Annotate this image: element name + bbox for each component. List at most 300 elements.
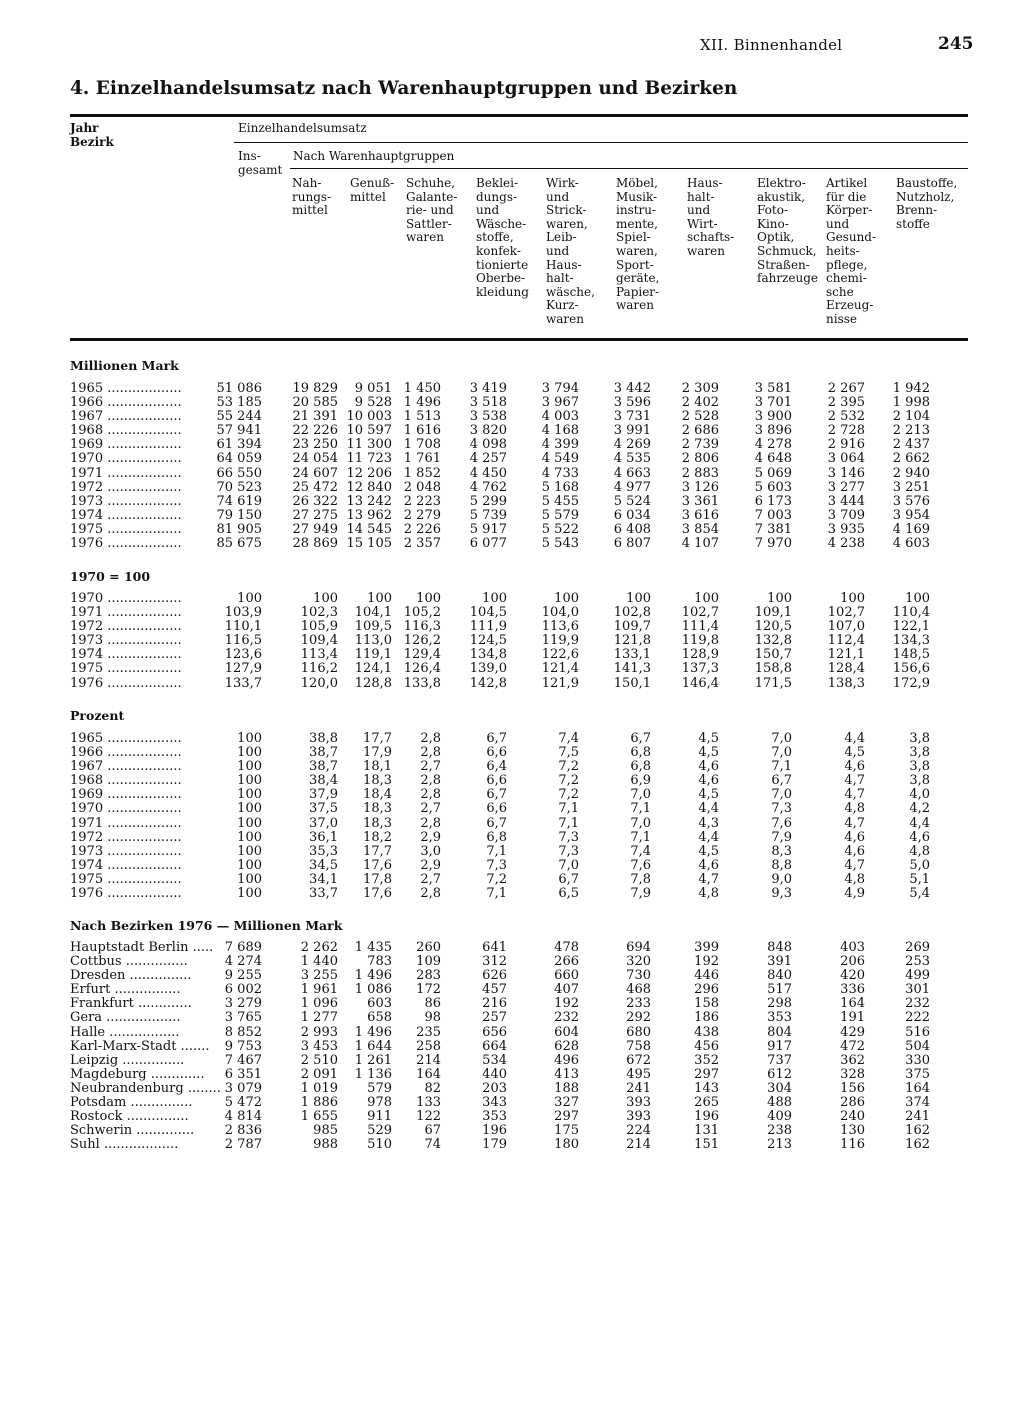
table-row	[0, 677, 1024, 691]
row-label: 1973 ..................	[70, 844, 182, 859]
table-cell: 6,8	[630, 745, 651, 761]
table-cell: 100	[482, 591, 507, 606]
table-cell: 1 616	[403, 423, 441, 439]
table-cell: 2 104	[892, 409, 930, 425]
table-cell: 9,0	[771, 871, 792, 887]
table-row	[0, 1110, 1024, 1124]
table-cell: 393	[626, 1109, 651, 1125]
table-cell: 4 098	[469, 437, 507, 453]
table-cell: 116	[840, 1137, 865, 1153]
table-cell: 5 524	[613, 493, 651, 509]
table-cell: 286	[840, 1095, 865, 1111]
table-cell: 1 496	[403, 395, 441, 411]
table-row	[0, 859, 1024, 873]
table-cell: 4 762	[469, 479, 507, 495]
table-cell: 1 440	[300, 954, 338, 970]
table-cell: 429	[840, 1024, 865, 1040]
table-cell: 57 941	[216, 423, 262, 439]
table-cell: 664	[482, 1038, 507, 1054]
table-cell: 2 532	[827, 409, 865, 425]
table-cell: 5 917	[469, 521, 507, 537]
table-cell: 301	[905, 982, 930, 998]
table-cell: 3 279	[224, 996, 262, 1012]
table-cell: 2,8	[420, 815, 441, 831]
table-cell: 407	[554, 982, 579, 998]
table-cell: 353	[482, 1109, 507, 1125]
table-cell: 6,7	[558, 871, 579, 887]
table-cell: 7,1	[558, 801, 579, 817]
table-cell: 1 496	[354, 968, 392, 984]
table-row	[0, 1096, 1024, 1110]
table-cell: 38,7	[309, 759, 338, 775]
row-label: 1967 ..................	[70, 410, 182, 425]
table-cell: 172,9	[892, 675, 930, 691]
table-cell: 12 840	[346, 479, 392, 495]
table-cell: 4,6	[844, 829, 865, 845]
table-cell: 3 277	[827, 479, 865, 495]
table-cell: 413	[554, 1066, 579, 1082]
table-cell: 529	[367, 1123, 392, 1139]
table-cell: 2 395	[827, 395, 865, 411]
table-cell: 1 644	[354, 1038, 392, 1054]
table-cell: 196	[482, 1123, 507, 1139]
table-cell: 3,8	[909, 745, 930, 761]
table-cell: 100	[694, 591, 719, 606]
table-row	[0, 481, 1024, 495]
table-cell: 5 069	[754, 465, 792, 481]
table-cell: 213	[767, 1137, 792, 1153]
table-cell: 2 437	[892, 437, 930, 453]
table-cell: 4 278	[754, 437, 792, 453]
table-cell: 409	[767, 1109, 792, 1125]
table-cell: 4 399	[541, 437, 579, 453]
table-cell: 3 709	[827, 507, 865, 523]
table-cell: 164	[905, 1080, 930, 1096]
table-cell: 23 250	[292, 437, 338, 453]
table-cell: 156,6	[892, 661, 930, 677]
column-header-genussmittel: Genuß- mittel	[350, 176, 395, 204]
table-row	[0, 887, 1024, 901]
row-label: 1974 ..................	[70, 508, 182, 523]
table-cell: 4,4	[698, 801, 719, 817]
table-cell: 6,5	[558, 886, 579, 902]
row-label: 1969 ..................	[70, 438, 182, 453]
table-cell: 2,7	[420, 759, 441, 775]
table-cell: 985	[313, 1123, 338, 1139]
rows-index	[0, 592, 1024, 691]
table-cell: 17,7	[363, 731, 392, 746]
table-cell: 85 675	[216, 536, 262, 552]
table-row	[0, 523, 1024, 537]
table-cell: 162	[905, 1137, 930, 1153]
row-label: Rostock ...............	[70, 1110, 189, 1125]
table-cell: 3 991	[613, 423, 651, 439]
table-cell: 37,0	[309, 815, 338, 831]
table-row	[0, 817, 1024, 831]
table-cell: 22 226	[292, 423, 338, 439]
table-cell: 238	[767, 1123, 792, 1139]
table-cell: 628	[554, 1038, 579, 1054]
table-cell: 399	[694, 940, 719, 955]
table-cell: 3 935	[827, 521, 865, 537]
table-cell: 126,4	[403, 661, 441, 677]
row-label: Neubrandenburg ........	[70, 1081, 221, 1096]
column-header-koerperpflege: Artikel für die Körper- und Gesund- heits- pflege, chemi- sche Erzeug- nisse	[826, 176, 877, 326]
table-cell: 18,1	[363, 759, 392, 775]
table-cell: 158,8	[754, 661, 792, 677]
table-cell: 9,3	[771, 886, 792, 902]
table-cell: 7,1	[486, 843, 507, 859]
table-cell: 6,8	[486, 829, 507, 845]
table-cell: 3,8	[909, 731, 930, 746]
table-cell: 232	[554, 1010, 579, 1026]
table-cell: 104,1	[354, 605, 392, 621]
table-cell: 2 357	[403, 536, 441, 552]
row-label: Potsdam ...............	[70, 1096, 193, 1111]
table-cell: 171,5	[754, 675, 792, 691]
table-cell: 603	[367, 996, 392, 1012]
table-cell: 517	[767, 982, 792, 998]
table-cell: 304	[767, 1080, 792, 1096]
table-cell: 100	[237, 857, 262, 873]
table-cell: 79 150	[216, 507, 262, 523]
table-cell: 6 077	[469, 536, 507, 552]
table-cell: 804	[767, 1024, 792, 1040]
table-cell: 353	[767, 1010, 792, 1026]
table-cell: 5 603	[754, 479, 792, 495]
table-cell: 141,3	[613, 661, 651, 677]
table-cell: 391	[767, 954, 792, 970]
table-cell: 240	[840, 1109, 865, 1125]
table-cell: 2,8	[420, 787, 441, 803]
section-title-bezirke: Nach Bezirken 1976 — Millionen Mark	[70, 918, 343, 933]
table-cell: 4,8	[844, 871, 865, 887]
table-cell: 196	[694, 1109, 719, 1125]
table-row	[0, 1124, 1024, 1138]
table-cell: 7,8	[630, 871, 651, 887]
row-label: Hauptstadt Berlin .....	[70, 941, 214, 955]
table-cell: 34,1	[309, 871, 338, 887]
table-cell: 7 381	[754, 521, 792, 537]
table-row	[0, 845, 1024, 859]
table-cell: 7 970	[754, 536, 792, 552]
row-label: Schwerin ..............	[70, 1124, 195, 1139]
table-row	[0, 620, 1024, 634]
table-cell: 266	[554, 954, 579, 970]
table-cell: 6,6	[486, 745, 507, 761]
table-cell: 3 251	[892, 479, 930, 495]
table-cell: 2 213	[892, 423, 930, 439]
table-row	[0, 537, 1024, 551]
group-header: Einzelhandelsumsatz	[238, 121, 367, 135]
table-cell: 283	[416, 968, 441, 984]
table-cell: 456	[694, 1038, 719, 1054]
table-cell: 3 146	[827, 465, 865, 481]
table-cell: 499	[905, 968, 930, 984]
table-cell: 35,3	[309, 843, 338, 859]
table-cell: 3,8	[909, 759, 930, 775]
table-cell: 312	[482, 954, 507, 970]
table-cell: 128,8	[354, 675, 392, 691]
table-cell: 257	[482, 1010, 507, 1026]
row-label: 1976 ..................	[70, 887, 182, 902]
table-cell: 100	[840, 591, 865, 606]
table-cell: 74 619	[216, 493, 262, 509]
table-cell: 4,4	[909, 815, 930, 831]
table-cell: 260	[416, 940, 441, 955]
table-cell: 3 854	[681, 521, 719, 537]
table-cell: 17,7	[363, 843, 392, 859]
table-row	[0, 997, 1024, 1011]
table-cell: 4,5	[698, 787, 719, 803]
table-cell: 27 275	[292, 507, 338, 523]
column-header-haushaltwaren: Haus- halt- und Wirt- schafts- waren	[687, 176, 735, 258]
table-cell: 4 663	[613, 465, 651, 481]
table-cell: 109,1	[754, 605, 792, 621]
table-cell: 7,1	[486, 886, 507, 902]
table-cell: 100	[237, 787, 262, 803]
table-row	[0, 1082, 1024, 1096]
table-cell: 658	[367, 1010, 392, 1026]
table-row	[0, 732, 1024, 746]
table-cell: 3 967	[541, 395, 579, 411]
table-row	[0, 1026, 1024, 1040]
table-cell: 2,9	[420, 857, 441, 873]
table-cell: 123,6	[224, 647, 262, 663]
table-cell: 534	[482, 1052, 507, 1068]
table-cell: 4,4	[698, 829, 719, 845]
table-cell: 81 905	[216, 521, 262, 537]
table-cell: 3 064	[827, 451, 865, 467]
table-cell: 4,7	[844, 857, 865, 873]
table-cell: 10 003	[346, 409, 392, 425]
table-cell: 7 689	[224, 940, 262, 955]
table-cell: 352	[694, 1052, 719, 1068]
rows-millionen-mark	[0, 382, 1024, 551]
table-cell: 51 086	[216, 381, 262, 396]
table-cell: 4,7	[844, 787, 865, 803]
table-cell: 7,9	[771, 829, 792, 845]
table-cell: 488	[767, 1095, 792, 1111]
table-cell: 730	[626, 968, 651, 984]
row-label: 1965 ..................	[70, 732, 182, 746]
column-header-baustoffe: Baustoffe, Nutzholz, Brenn- stoffe	[896, 176, 958, 231]
table-cell: 4 003	[541, 409, 579, 425]
table-cell: 100	[313, 591, 338, 606]
table-cell: 258	[416, 1038, 441, 1054]
table-cell: 7 003	[754, 507, 792, 523]
table-cell: 3 518	[469, 395, 507, 411]
table-cell: 6,7	[630, 731, 651, 746]
row-label: 1971 ..................	[70, 466, 182, 481]
table-cell: 758	[626, 1038, 651, 1054]
table-cell: 82	[424, 1080, 441, 1096]
table-cell: 146,4	[681, 675, 719, 691]
table-cell: 2,7	[420, 871, 441, 887]
table-cell: 133,1	[613, 647, 651, 663]
row-label: 1966 ..................	[70, 396, 182, 411]
table-cell: 20 585	[292, 395, 338, 411]
table-cell: 113,0	[354, 633, 392, 649]
table-cell: 122,1	[892, 619, 930, 635]
table-cell: 5 739	[469, 507, 507, 523]
table-cell: 457	[482, 982, 507, 998]
table-cell: 4 977	[613, 479, 651, 495]
table-cell: 737	[767, 1052, 792, 1068]
row-label: 1974 ..................	[70, 648, 182, 663]
table-cell: 3 765	[224, 1010, 262, 1026]
table-cell: 3 731	[613, 409, 651, 425]
table-cell: 7,6	[771, 815, 792, 831]
column-header-nahrungsmittel: Nah- rungs- mittel	[292, 176, 332, 218]
row-label: 1974 ..................	[70, 858, 182, 873]
section-title-index: 1970 = 100	[70, 569, 151, 584]
table-cell: 4 169	[892, 521, 930, 537]
table-cell: 9 255	[224, 968, 262, 984]
row-label: Suhl ..................	[70, 1138, 179, 1153]
table-cell: 191	[840, 1010, 865, 1026]
table-cell: 109,7	[613, 619, 651, 635]
table-cell: 4 107	[681, 536, 719, 552]
table-cell: 2 262	[300, 940, 338, 955]
table-cell: 1 136	[354, 1066, 392, 1082]
table-cell: 2 787	[224, 1137, 262, 1153]
table-cell: 660	[554, 968, 579, 984]
table-cell: 504	[905, 1038, 930, 1054]
table-cell: 1 019	[300, 1080, 338, 1096]
table-cell: 579	[367, 1080, 392, 1096]
table-cell: 100	[237, 745, 262, 761]
table-row	[0, 955, 1024, 969]
table-cell: 164	[416, 1066, 441, 1082]
table-cell: 6,6	[486, 801, 507, 817]
table-row	[0, 662, 1024, 676]
table-cell: 241	[626, 1080, 651, 1096]
table-cell: 38,4	[309, 773, 338, 789]
table-cell: 2 836	[224, 1123, 262, 1139]
table-cell: 516	[905, 1024, 930, 1040]
table-cell: 128,9	[681, 647, 719, 663]
table-cell: 7,0	[630, 787, 651, 803]
table-cell: 375	[905, 1066, 930, 1082]
table-cell: 7,4	[630, 843, 651, 859]
row-label: 1971 ..................	[70, 816, 182, 831]
table-cell: 53 185	[216, 395, 262, 411]
table-cell: 330	[905, 1052, 930, 1068]
table-cell: 3 079	[224, 1080, 262, 1096]
table-cell: 7,1	[630, 829, 651, 845]
table-cell: 64 059	[216, 451, 262, 467]
table-cell: 100	[626, 591, 651, 606]
table-cell: 7,3	[771, 801, 792, 817]
table-cell: 4,6	[698, 759, 719, 775]
table-cell: 24 607	[292, 465, 338, 481]
rows-bezirke	[0, 941, 1024, 1152]
table-cell: 9 753	[224, 1038, 262, 1054]
table-cell: 7,0	[771, 731, 792, 746]
table-cell: 298	[767, 996, 792, 1012]
table-cell: 3 126	[681, 479, 719, 495]
table-row	[0, 746, 1024, 760]
table-cell: 2 267	[827, 381, 865, 396]
row-label: 1969 ..................	[70, 788, 182, 803]
row-label: 1975 ..................	[70, 522, 182, 537]
table-cell: 3 453	[300, 1038, 338, 1054]
table-row	[0, 774, 1024, 788]
table-cell: 206	[840, 954, 865, 970]
table-cell: 100	[237, 731, 262, 746]
table-row	[0, 382, 1024, 396]
table-cell: 98	[424, 1010, 441, 1026]
table-cell: 139,0	[469, 661, 507, 677]
table-cell: 420	[840, 968, 865, 984]
table-cell: 132,8	[754, 633, 792, 649]
table-row	[0, 831, 1024, 845]
table-cell: 186	[694, 1010, 719, 1026]
table-cell: 112,4	[827, 633, 865, 649]
table-cell: 4 238	[827, 536, 865, 552]
table-cell: 446	[694, 968, 719, 984]
table-cell: 151	[694, 1137, 719, 1153]
row-label: 1972 ..................	[70, 830, 182, 845]
table-cell: 2 662	[892, 451, 930, 467]
table-cell: 2 806	[681, 451, 719, 467]
table-cell: 235	[416, 1024, 441, 1040]
table-cell: 18,3	[363, 801, 392, 817]
table-cell: 121,9	[541, 675, 579, 691]
table-cell: 133,7	[224, 675, 262, 691]
table-cell: 162	[905, 1123, 930, 1139]
row-label: 1970 ..................	[70, 802, 182, 817]
table-cell: 121,8	[613, 633, 651, 649]
table-cell: 343	[482, 1095, 507, 1111]
table-cell: 107,0	[827, 619, 865, 635]
table-cell: 3 794	[541, 381, 579, 396]
row-label: Frankfurt .............	[70, 997, 192, 1012]
table-cell: 70 523	[216, 479, 262, 495]
table-row	[0, 1054, 1024, 1068]
table-cell: 3 576	[892, 493, 930, 509]
section-title-prozent: Prozent	[70, 708, 125, 723]
table-cell: 14 545	[346, 521, 392, 537]
table-cell: 61 394	[216, 437, 262, 453]
table-cell: 6 002	[224, 982, 262, 998]
table-cell: 2 940	[892, 465, 930, 481]
table-cell: 150,7	[754, 647, 792, 663]
table-cell: 102,8	[613, 605, 651, 621]
table-cell: 6 807	[613, 536, 651, 552]
table-cell: 179	[482, 1137, 507, 1153]
table-cell: 6 034	[613, 507, 651, 523]
table-cell: 192	[554, 996, 579, 1012]
table-cell: 102,7	[827, 605, 865, 621]
table-cell: 4,8	[698, 886, 719, 902]
table-cell: 100	[905, 591, 930, 606]
table-row	[0, 969, 1024, 983]
group-rule	[234, 142, 968, 143]
table-cell: 656	[482, 1024, 507, 1040]
table-cell: 840	[767, 968, 792, 984]
table-cell: 7,6	[630, 857, 651, 873]
table-cell: 111,4	[681, 619, 719, 635]
table-cell: 440	[482, 1066, 507, 1082]
table-cell: 5 299	[469, 493, 507, 509]
table-cell: 86	[424, 996, 441, 1012]
table-cell: 4 535	[613, 451, 651, 467]
table-cell: 2,9	[420, 829, 441, 845]
table-cell: 3,8	[909, 773, 930, 789]
row-label: Gera ..................	[70, 1011, 181, 1026]
